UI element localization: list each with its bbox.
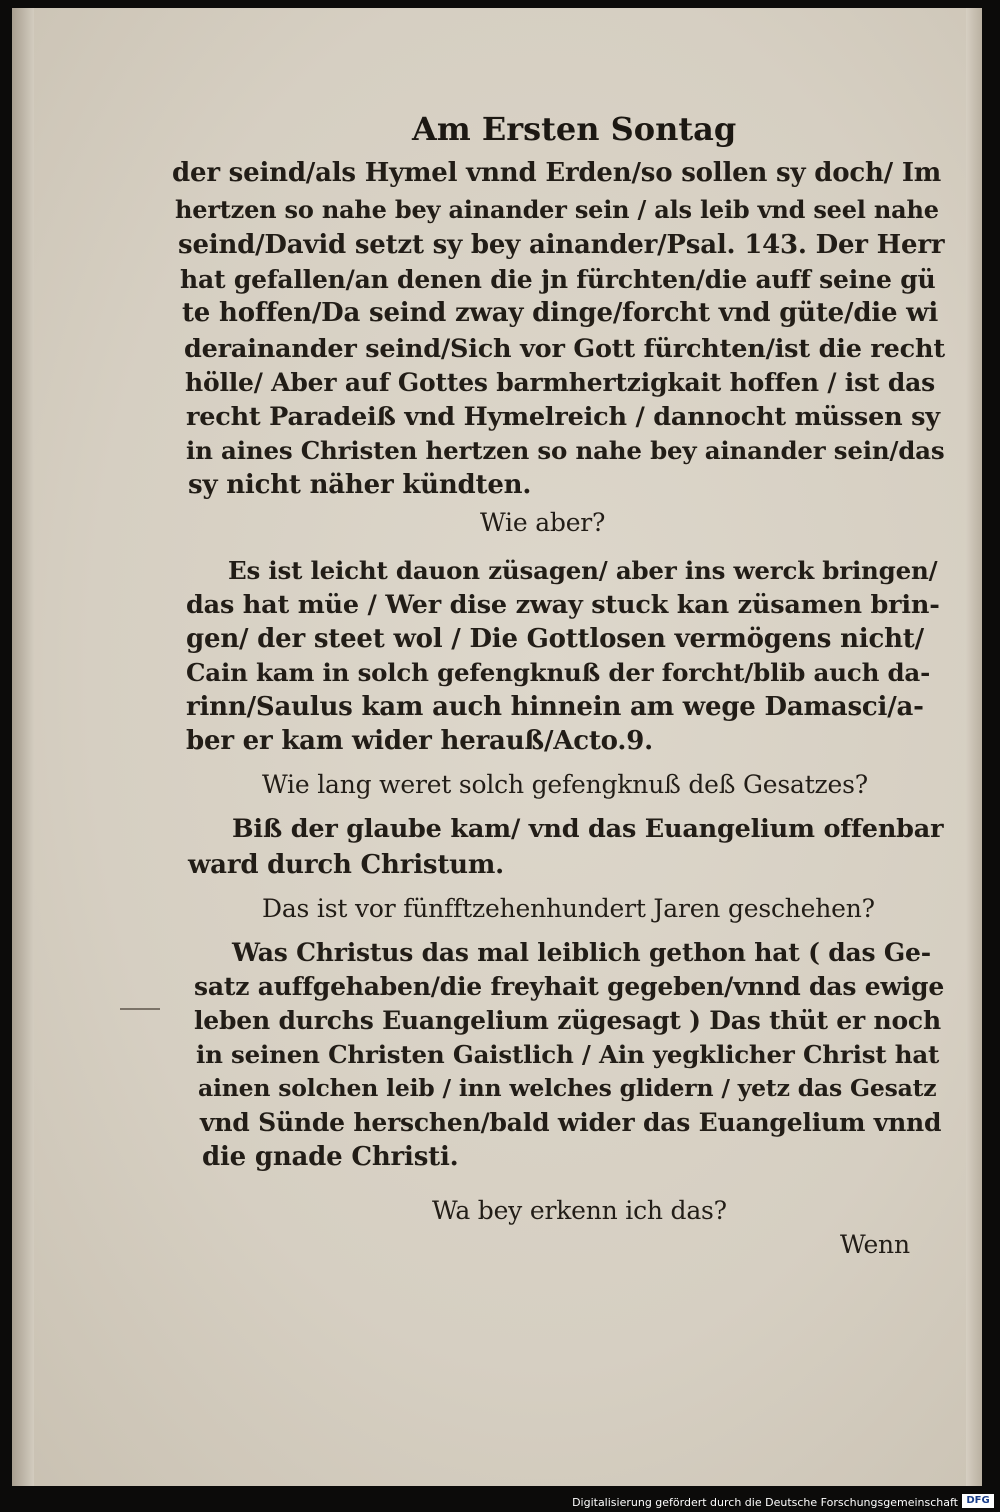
text-line: der seind/als Hymel vnnd Erden/so sollen sy doch/ Im <box>172 158 942 188</box>
text-line: hölle/ Aber auf Gottes barmhertzigkait hoffen / ist das <box>185 368 935 397</box>
text-line: satz auffgehaben/die freyhait gegeben/vnnd das ewige <box>194 972 945 1001</box>
question-line: Wa bey erkenn ich das? <box>432 1196 727 1225</box>
text-line: die gnade Christi. <box>202 1142 459 1172</box>
text-line: recht Paradeiß vnd Hymelreich / dannocht müssen sy <box>186 402 940 432</box>
text-line: Biß der glaube kam/ vnd das Euangelium offenbar <box>232 814 944 844</box>
catchword: Wenn <box>840 1230 910 1259</box>
text-line: Es ist leicht dauon züsagen/ aber ins werck bringen/ <box>228 556 938 585</box>
right-page-edge <box>966 8 982 1486</box>
text-line: vnd Sünde herschen/bald wider das Euangelium vnnd <box>200 1108 942 1137</box>
text-line: ainen solchen leib / inn welches glidern / yetz das Gesatz <box>198 1074 937 1102</box>
text-line: in aines Christen hertzen so nahe bey ainander sein/das <box>186 436 945 465</box>
text-line: sy nicht näher kündten. <box>188 470 532 500</box>
text-line: hertzen so nahe bey ainander sein / als leib vnd seel nahe <box>175 195 939 224</box>
question-line: Das ist vor fünfftzehenhundert Jaren geschehen? <box>262 894 875 923</box>
running-header: Am Ersten Sontag <box>412 110 737 148</box>
text-line: gen/ der steet wol / Die Gottlosen vermögens nicht/ <box>186 624 924 654</box>
question-line: Wie lang weret solch gefengknuß deß Gesatzes? <box>262 770 868 799</box>
text-line: te hoffen/Da seind zway dinge/forcht vnd güte/die wi <box>182 298 939 328</box>
text-line: Was Christus das mal leiblich gethon hat ( das Ge- <box>232 938 931 967</box>
text-line: rinn/Saulus kam auch hinnein am wege Damasci/a- <box>186 692 924 722</box>
text-line: leben durchs Euangelium zügesagt ) Das thüt er noch <box>194 1006 941 1035</box>
margin-mark <box>120 1008 160 1010</box>
footer-credit: Digitalisierung gefördert durch die Deutsche Forschungsgemeinschaft <box>572 1496 958 1509</box>
text-line: hat gefallen/an denen die jn fürchten/die auff seine gü <box>180 265 936 294</box>
question-line: Wie aber? <box>480 508 606 537</box>
text-line: ber er kam wider herauß/Acto.9. <box>186 726 653 756</box>
left-page-edge <box>12 8 34 1486</box>
dfg-logo: DFG <box>962 1494 994 1508</box>
text-line: das hat müe / Wer dise zway stuck kan züsamen brin- <box>186 590 940 620</box>
text-line: in seinen Christen Gaistlich / Ain yegklicher Christ hat <box>196 1040 940 1069</box>
text-line: seind/David setzt sy bey ainander/Psal. 143. Der Herr <box>178 230 945 260</box>
text-line: derainander seind/Sich vor Gott fürchten/ist die recht <box>184 334 945 364</box>
text-line: Cain kam in solch gefengknuß der forcht/blib auch da- <box>186 658 931 687</box>
text-line: ward durch Christum. <box>188 850 505 880</box>
